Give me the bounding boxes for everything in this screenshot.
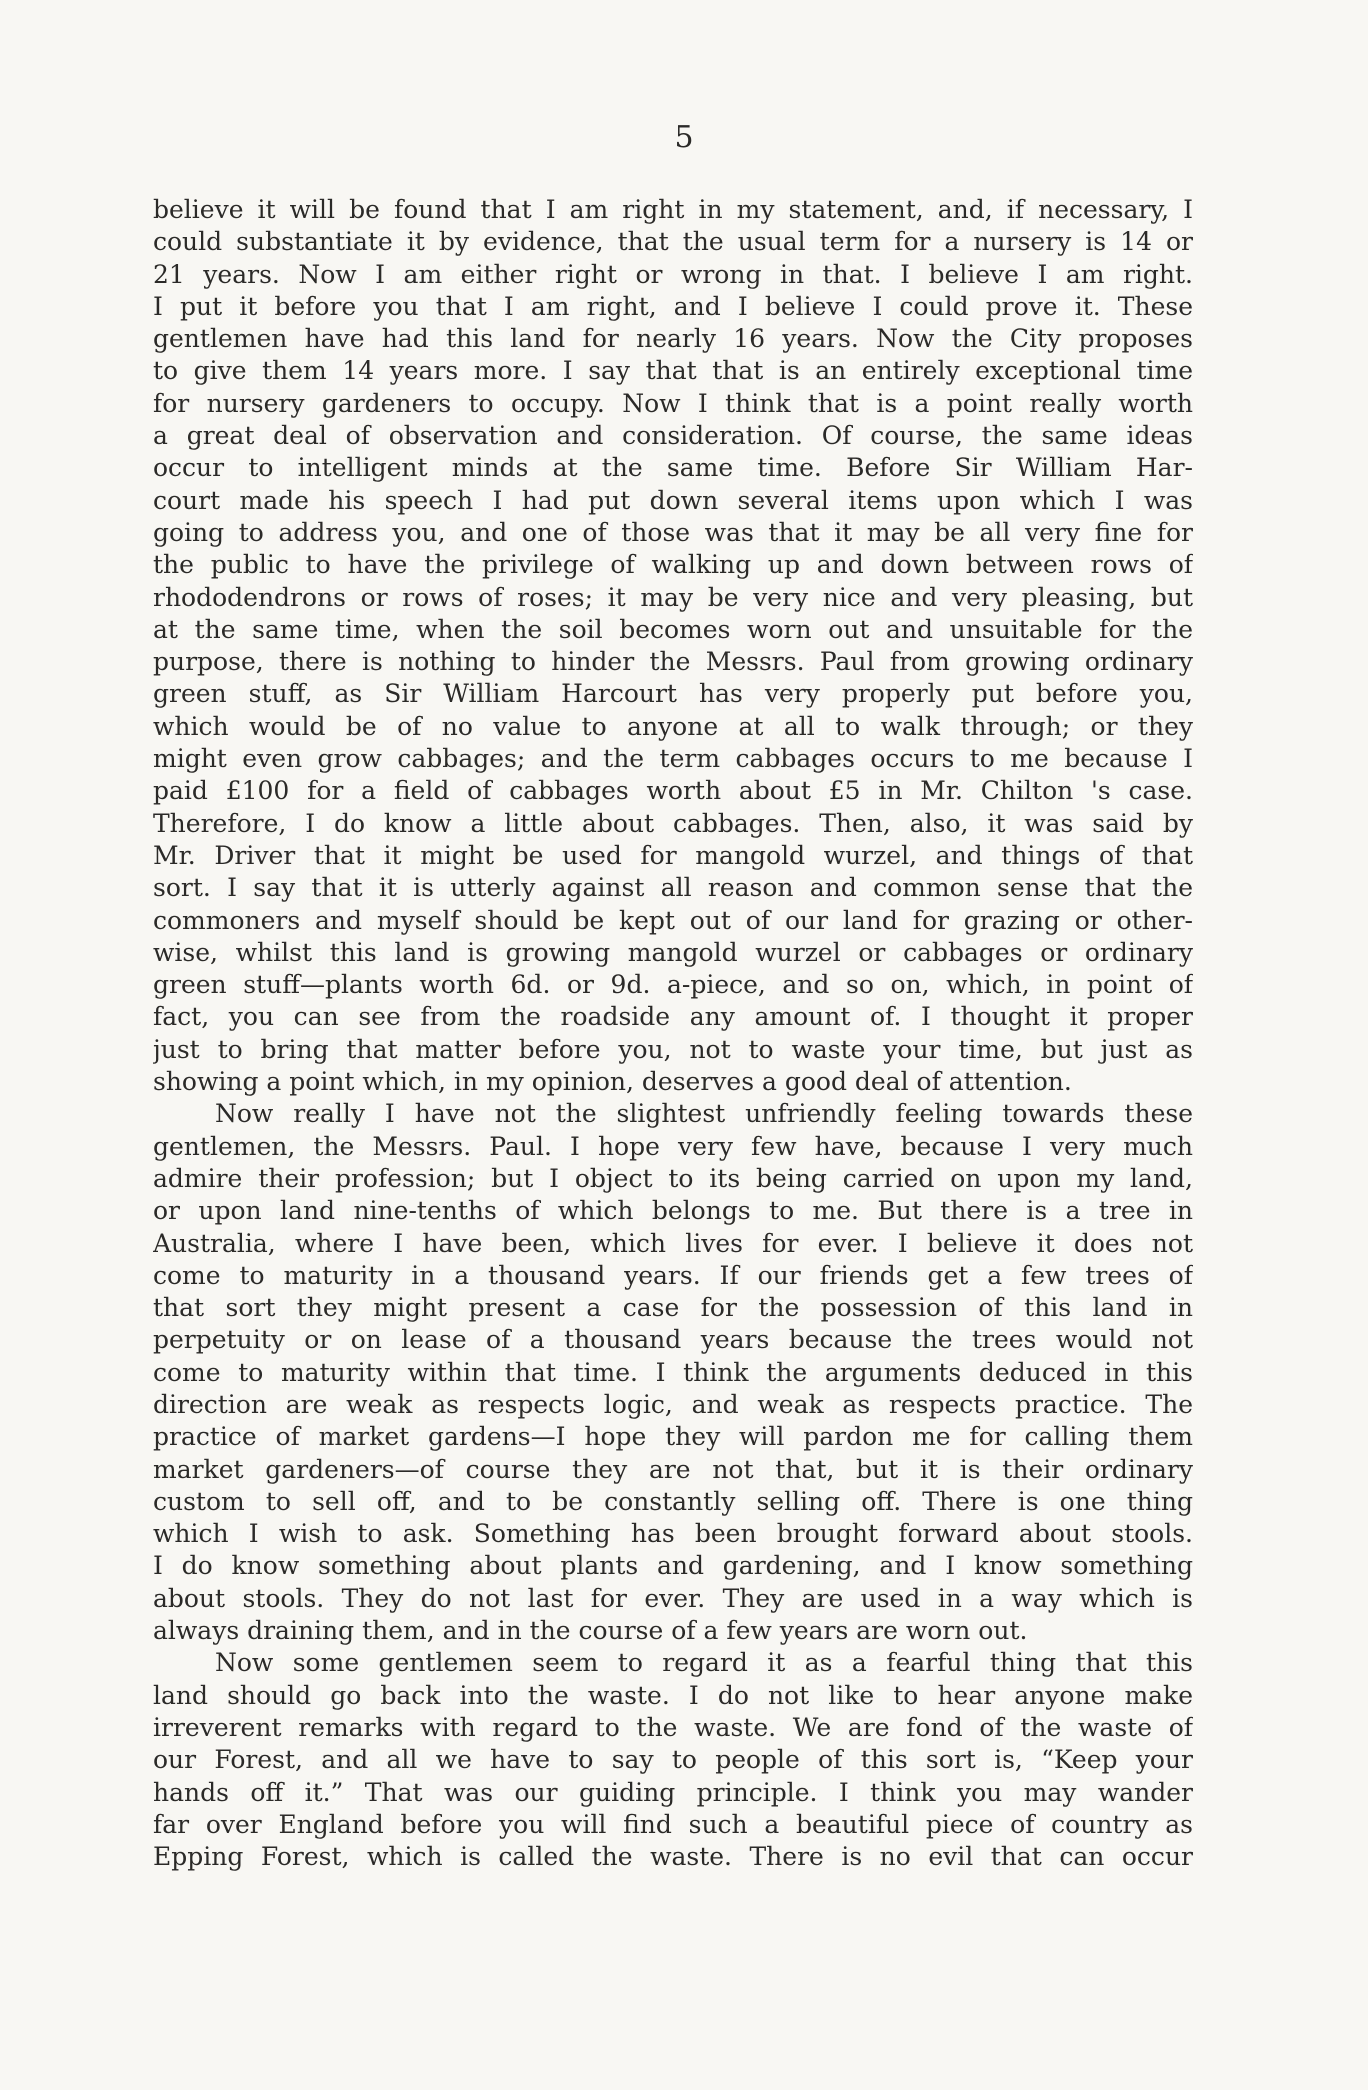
text-line: Now really I have not the slightest unfriendly feeling towards these [215, 1099, 1193, 1129]
paragraph-3 [153, 1647, 1193, 1873]
text-line: rhododendrons or rows of roses; it may be very nice and very pleasing, but [153, 582, 1193, 612]
text-line: Therefore, I do know a little about cabbages. Then, also, it was said by [153, 808, 1193, 838]
text-line: come to maturity within that time. I think the arguments deduced in this [153, 1357, 1193, 1387]
text-line: Australia, where I have been, which lives for ever. I believe it does not [153, 1228, 1193, 1258]
text-line: at the same time, when the soil becomes worn out and unsuitable for the [153, 614, 1193, 644]
text-line: going to address you, and one of those was that it may be all very fine for [153, 517, 1193, 547]
body-text [153, 194, 1193, 1873]
text-line: for nursery gardeners to occupy. Now I think that is a point really worth [153, 388, 1193, 418]
text-line: believe it will be found that I am right in my statement, and, if necessary, I [153, 195, 1193, 224]
text-line: far over England before you will find such a beautiful piece of country as [153, 1809, 1193, 1839]
page-number: 5 [674, 120, 694, 155]
text-line: sort. I say that it is utterly against all reason and common sense that the [153, 873, 1193, 903]
text-line: the public to have the privilege of walking up and down between rows of [153, 550, 1193, 580]
text-line: admire their profession; but I object to its being carried on upon my land, [153, 1163, 1193, 1193]
text-line: Mr. Driver that it might be used for mangold wurzel, and things of that [153, 840, 1193, 870]
text-line: perpetuity or on lease of a thousand years because the trees would not [153, 1325, 1193, 1355]
text-line: a great deal of observation and consideration. Of course, the same ideas [153, 421, 1193, 451]
text-line: market gardeners—of course they are not that, but it is their ordinary [153, 1454, 1193, 1484]
text-line: our Forest, and all we have to say to people of this sort is, “Keep your [153, 1745, 1193, 1775]
text-line: which would be of no value to anyone at all to walk through; or they [153, 711, 1193, 741]
text-line: 21 years. Now I am either right or wrong in that. I believe I am right. [153, 259, 1193, 289]
text-line: practice of market gardens—I hope they will pardon me for calling them [153, 1422, 1193, 1452]
text-line: fact, you can see from the roadside any amount of. I thought it proper [153, 1002, 1193, 1032]
text-line: I do know something about plants and gardening, and I know something [153, 1551, 1193, 1581]
text-line: custom to sell off, and to be constantly selling off. There is one thing [153, 1486, 1193, 1516]
text-line: which I wish to ask. Something has been brought forward about stools. [153, 1519, 1193, 1549]
text-line: always draining them, and in the course of a few years are worn out. [153, 1616, 1028, 1646]
text-line: to give them 14 years more. I say that that is an entirely exceptional time [153, 356, 1193, 386]
text-line: gentlemen have had this land for nearly 16 years. Now the City proposes [153, 324, 1193, 354]
text-line: about stools. They do not last for ever. They are used in a way which is [153, 1583, 1193, 1613]
text-line: commoners and myself should be kept out of our land for grazing or other- [153, 905, 1193, 935]
text-line: could substantiate it by evidence, that the usual term for a nursery is 14 or [153, 227, 1193, 257]
text-line: hands off it.” That was our guiding principle. I think you may wander [153, 1777, 1193, 1807]
paragraph-2 [153, 1098, 1193, 1647]
text-line: paid £100 for a field of cabbages worth about £5 in Mr. Chilton 's case. [153, 776, 1193, 806]
text-line: irreverent remarks with regard to the waste. We are fond of the waste of [153, 1712, 1193, 1742]
text-line: that sort they might present a case for the possession of this land in [153, 1293, 1193, 1323]
text-line: green stuff—plants worth 6d. or 9d. a-piece, and so on, which, in point of [153, 970, 1193, 1000]
text-line: gentlemen, the Messrs. Paul. I hope very few have, because I very much [153, 1131, 1193, 1161]
text-line: I put it before you that I am right, and I believe I could prove it. These [153, 291, 1193, 321]
text-line: come to maturity in a thousand years. If our friends get a few trees of [153, 1260, 1193, 1290]
text-line: land should go back into the waste. I do not like to hear anyone make [153, 1680, 1193, 1710]
text-line: court made his speech I had put down several items upon which I was [153, 485, 1193, 515]
text-line: showing a point which, in my opinion, deserves a good deal of attention. [153, 1067, 1072, 1097]
text-line: Now some gentlemen seem to regard it as a fearful thing that this [215, 1648, 1193, 1678]
text-line: wise, whilst this land is growing mangold wurzel or cabbages or ordinary [153, 937, 1193, 967]
text-line: direction are weak as respects logic, and weak as respects practice. The [153, 1389, 1193, 1419]
paragraph-1 [153, 194, 1193, 1098]
text-line: green stuff, as Sir William Harcourt has very properly put before you, [153, 679, 1193, 709]
text-line: Epping Forest, which is called the waste. There is no evil that can occur [153, 1842, 1193, 1872]
text-line: occur to intelligent minds at the same time. Before Sir William Har- [153, 453, 1193, 483]
text-line: or upon land nine-tenths of which belongs to me. But there is a tree in [153, 1196, 1193, 1226]
text-line: purpose, there is nothing to hinder the Messrs. Paul from growing ordinary [153, 647, 1193, 677]
text-line: might even grow cabbages; and the term cabbages occurs to me because I [153, 744, 1193, 774]
text-line: just to bring that matter before you, not to waste your time, but just as [153, 1034, 1193, 1064]
